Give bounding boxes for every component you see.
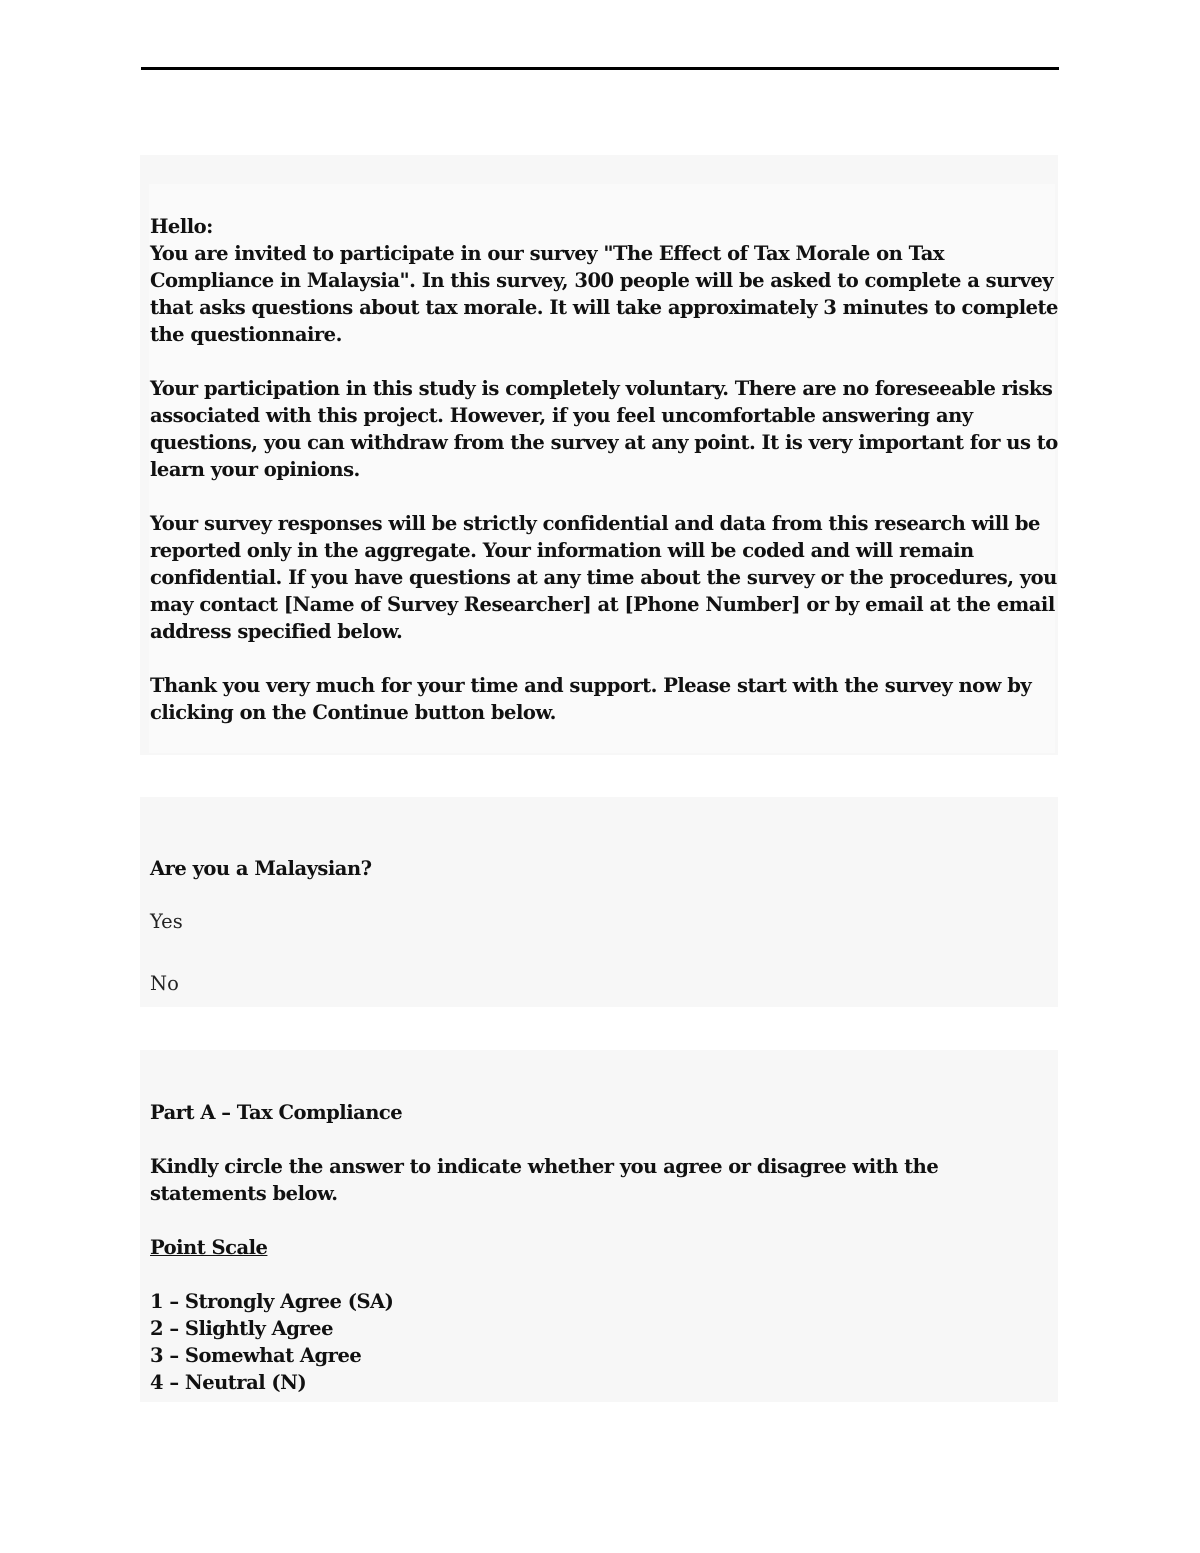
part-a-instruction: Kindly circle the answer to indicate whether you agree or disagree with the statements below. xyxy=(150,1155,939,1205)
scale-item-somewhat-agree: 3 – Somewhat Agree xyxy=(150,1344,362,1367)
intro-greeting: Hello: xyxy=(150,215,213,238)
scale-item-slightly-agree: 2 – Slightly Agree xyxy=(150,1317,333,1340)
intro-paragraph-invitation: You are invited to participate in our survey "The Effect of Tax Morale on Tax Compliance in Malaysia". In this survey, 300 people will be asked to complete a survey that asks questions about tax morale. It will take approximately 3 minutes to complete the questionnaire. xyxy=(150,242,1058,346)
option-yes[interactable]: Yes xyxy=(150,910,183,933)
intro-paragraph-confidential: Your survey responses will be strictly confidential and data from this research will be reported only in the aggregate. Your information will be coded and will remain confidential. If you have questions at any time about the survey or the procedures, you may contact [Name of Survey Researcher] at [Phone Number] or by email at the email address specified below. xyxy=(150,512,1057,643)
scale-item-strongly-agree: 1 – Strongly Agree (SA) xyxy=(150,1290,394,1313)
point-scale-heading: Point Scale xyxy=(150,1236,268,1259)
point-scale-list xyxy=(150,1288,1055,1396)
intro-text xyxy=(150,213,1060,753)
scale-item-neutral: 4 – Neutral (N) xyxy=(150,1371,307,1394)
intro-paragraph-thanks: Thank you very much for your time and support. Please start with the survey now by clicking on the Continue button below. xyxy=(150,674,1032,724)
header-rule xyxy=(141,67,1059,70)
intro-paragraph-voluntary: Your participation in this study is completely voluntary. There are no foreseeable risks associated with this project. However, if you feel uncomfortable answering any questions, you can withdraw from the survey at any point. It is very important for us to learn your opinions. xyxy=(150,377,1058,481)
question-malaysian-title: Are you a Malaysian? xyxy=(150,857,372,880)
part-a-text xyxy=(150,1099,1055,1396)
part-a-title: Part A – Tax Compliance xyxy=(150,1101,403,1124)
option-no[interactable]: No xyxy=(150,972,179,995)
question-malaysian-section xyxy=(140,797,1058,1007)
